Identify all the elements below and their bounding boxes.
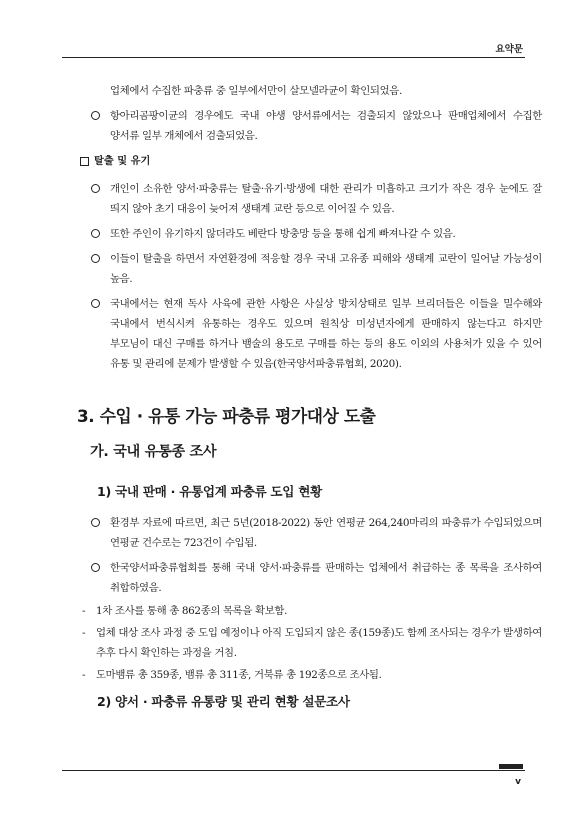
circle-bullet-icon xyxy=(91,518,100,527)
subsection-heading-text: 탈출 및 유기 xyxy=(94,156,151,167)
footer-mark xyxy=(499,764,523,769)
paragraph: 업체에서 수집한 파충류 중 일부에서만이 살모넬라균이 확인되었음. xyxy=(110,85,402,97)
bullet-text: 환경부 자료에 따르면, 최근 5년(2018-2022) 동안 연평균 264,240마리의 파충류가 수입되었으며 연평균 건수로는 723건이 수입됨. xyxy=(110,517,542,549)
dash-mark: - xyxy=(82,605,86,617)
bullet-item xyxy=(90,224,542,244)
dash-text: 도마뱀류 총 359종, 뱀류 총 311종, 거북류 총 192종으로 조사됨. xyxy=(96,669,382,681)
bullet-item xyxy=(90,106,542,146)
bullet-item xyxy=(90,294,542,374)
subsection-title: 가. 국내 유통종 조사 xyxy=(90,444,217,460)
bullet-item xyxy=(90,558,542,598)
circle-bullet-icon xyxy=(91,229,100,238)
dash-mark: - xyxy=(82,669,86,681)
header-rule xyxy=(62,57,525,58)
circle-bullet-icon xyxy=(91,254,100,263)
section-heading: 3. 수입 · 유통 가능 파충류 평가대상 도출 xyxy=(77,406,376,426)
page-header-label: 요약문 xyxy=(495,44,523,55)
bullet-text: 또한 주인이 유기하지 않더라도 베란다 방충망 등을 통해 쉽게 빠져나갈 수 있음. xyxy=(110,228,456,240)
dash-mark: - xyxy=(82,627,86,639)
circle-bullet-icon xyxy=(91,111,100,120)
item-heading: 1) 국내 판매 · 유통업계 파충류 도입 현황 xyxy=(97,484,322,499)
dash-text: 업체 대상 조사 과정 중 도입 예정이나 아직 도입되지 않은 종(159종)도 함께 조사되는 경우가 발생하여 추후 다시 확인하는 과정을 거침. xyxy=(96,627,542,659)
bullet-item xyxy=(90,513,542,553)
dash-item xyxy=(80,601,542,621)
dash-item xyxy=(80,623,542,663)
square-box-icon xyxy=(80,157,89,166)
bullet-text: 이들이 탈출을 하면서 자연환경에 적응할 경우 국내 고유종 피해와 생태계 교란이 일어날 가능성이 높음. xyxy=(110,253,542,285)
bullet-text: 개인이 소유한 양서·파충류는 탈출·유기·방생에 대한 관리가 미흡하고 크기가 작은 경우 눈에도 잘 띄지 않아 초기 대응이 늦어져 생태계 교란 등으로 이어질 수 있음. xyxy=(110,183,542,215)
dash-text: 1차 조사를 통해 총 862종의 목록을 확보함. xyxy=(96,605,288,617)
bullet-text: 국내에서는 현재 독사 사육에 관한 사항은 사실상 방치상태로 일부 브리더들은 이들을 밀수해와 국내에서 번식시켜 유통하는 경우도 있으며 원칙상 미성년자에게 판매하지 않는다고 하지만 부모님이 대신 구매를 하거나 뱀술의 용도로 구매를 하는 등의 용도 이외의 사용처가 있을 수 있어 유통 및 관리에 문제가 발생할 수 있음(한국양서파충류협회, 2020). xyxy=(110,298,542,370)
bullet-text: 항아리곰팡이균의 경우에도 국내 야생 양서류에서는 검출되지 않았으나 판매업체에서 수집한 양서류 일부 개체에서 검출되었음. xyxy=(110,110,542,142)
item-heading: 2) 양서 · 파충류 유통량 및 관리 현황 설문조사 xyxy=(97,694,350,709)
bullet-item xyxy=(90,179,542,219)
page-number: v xyxy=(515,777,521,787)
bullet-text: 한국양서파충류협회를 통해 국내 양서·파충류를 판매하는 업체에서 취급하는 종 목록을 조사하여 취합하였음. xyxy=(110,562,542,594)
dash-item xyxy=(80,665,542,685)
circle-bullet-icon xyxy=(91,563,100,572)
page-content xyxy=(77,81,542,713)
bullet-item xyxy=(90,249,542,289)
circle-bullet-icon xyxy=(91,299,100,308)
footer-rule xyxy=(62,770,525,771)
circle-bullet-icon xyxy=(91,184,100,193)
subsection-heading xyxy=(80,152,542,172)
